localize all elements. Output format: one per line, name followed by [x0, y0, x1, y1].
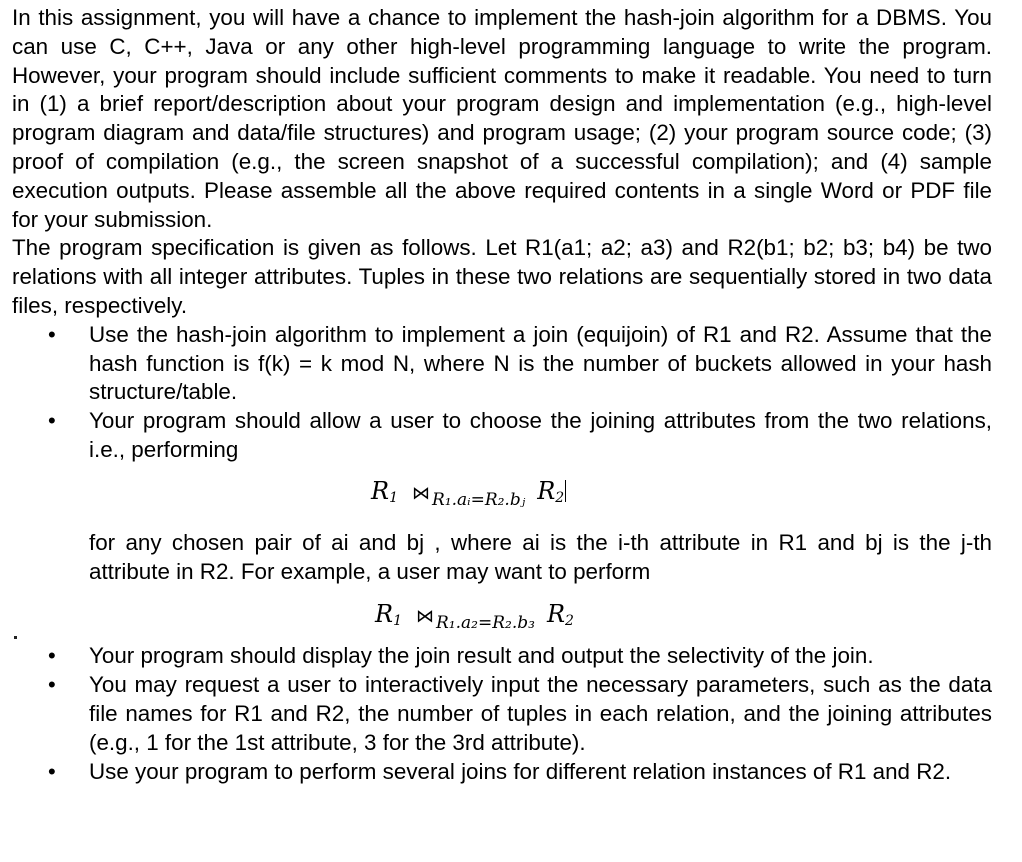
join-formula-general — [89, 465, 992, 517]
list-item — [12, 321, 992, 407]
list-item — [12, 642, 992, 671]
bullet-text-any-pair: for any chosen pair of ai and bj , where ai is the i-th attribute in R1 and bj is the j-th attribute in R2. For example, a user may want to perform — [89, 529, 992, 584]
join-symbol-icon: ⋈ — [412, 482, 430, 504]
join-formula-example — [89, 586, 992, 642]
list-item — [12, 671, 992, 757]
list-item — [12, 758, 992, 787]
formula-join-condition: R₁.aᵢ=R₂.bⱼ — [432, 489, 526, 510]
bullet-text-interactive-input: You may request a user to interactively input the necessary parameters, such as the data file names for R1 and R2, the number of tuples in each relation, and the joining attributes (e.g., 1 for the 1st attribute, 3 for the 3rd attribute). — [89, 672, 992, 755]
bullet-icon: • — [48, 672, 56, 698]
bullet-text-display-result: Your program should display the join result and output the selectivity of the join. — [89, 643, 874, 669]
formula-left-relation: R — [371, 476, 390, 505]
formula-right-relation: R — [537, 476, 556, 505]
formula-left-relation: R — [375, 600, 394, 629]
bullet-text-choose-attributes: Your program should allow a user to choose the joining attributes from the two relations, i.e., performing — [89, 408, 992, 462]
bullet-icon: • — [48, 321, 56, 347]
bullet-icon: • — [48, 643, 56, 669]
bullet-icon: • — [48, 758, 56, 784]
requirements-list — [12, 321, 992, 787]
formula-left-subscript: 1 — [393, 613, 402, 630]
stray-dot-mark — [14, 636, 17, 639]
formula-right-subscript: 2 — [565, 613, 574, 630]
text-cursor — [565, 480, 566, 502]
specification-paragraph: The program specification is given as follows. Let R1(a1; a2; a3) and R2(b1; b2; b3; b4) be two relations with all integer attributes. Tuples in these two relations are sequentially stored in two data files, respectively. — [12, 235, 992, 318]
bullet-icon: • — [48, 408, 56, 434]
list-item — [12, 407, 992, 642]
bullet-text-several-joins: Use your program to perform several joins for different relation instances of R1 and R2. — [89, 758, 952, 784]
formula-left-subscript: 1 — [389, 489, 398, 506]
formula-join-condition: R₁.a₂=R₂.b₃ — [436, 613, 535, 634]
join-symbol-icon: ⋈ — [416, 606, 434, 628]
formula-right-relation: R — [546, 600, 566, 629]
formula-right-subscript: 2 — [555, 489, 565, 506]
intro-paragraph: In this assignment, you will have a chance to implement the hash-join algorithm for a DBMS. You can use C, C++, Java or any other high-level programming language to write the program. However, your program should include sufficient comments to make it readable. You need to turn in (1) a brief report/description about your program design and implementation (e.g., high-level program diagram and data/file structures) and program usage; (2) your program source code; (3) proof of compilation (e.g., the screen snapshot of a successful compilation); and (4) sample execution outputs. Please assemble all the above required contents in a single Word or PDF file for your submission. — [12, 5, 992, 232]
bullet-text-hash-join: Use the hash-join algorithm to implement a join (equijoin) of R1 and R2. Assume that the hash function is f(k) = k mod N, where N is the number of buckets allowed in your hash structure/table. — [89, 321, 992, 405]
